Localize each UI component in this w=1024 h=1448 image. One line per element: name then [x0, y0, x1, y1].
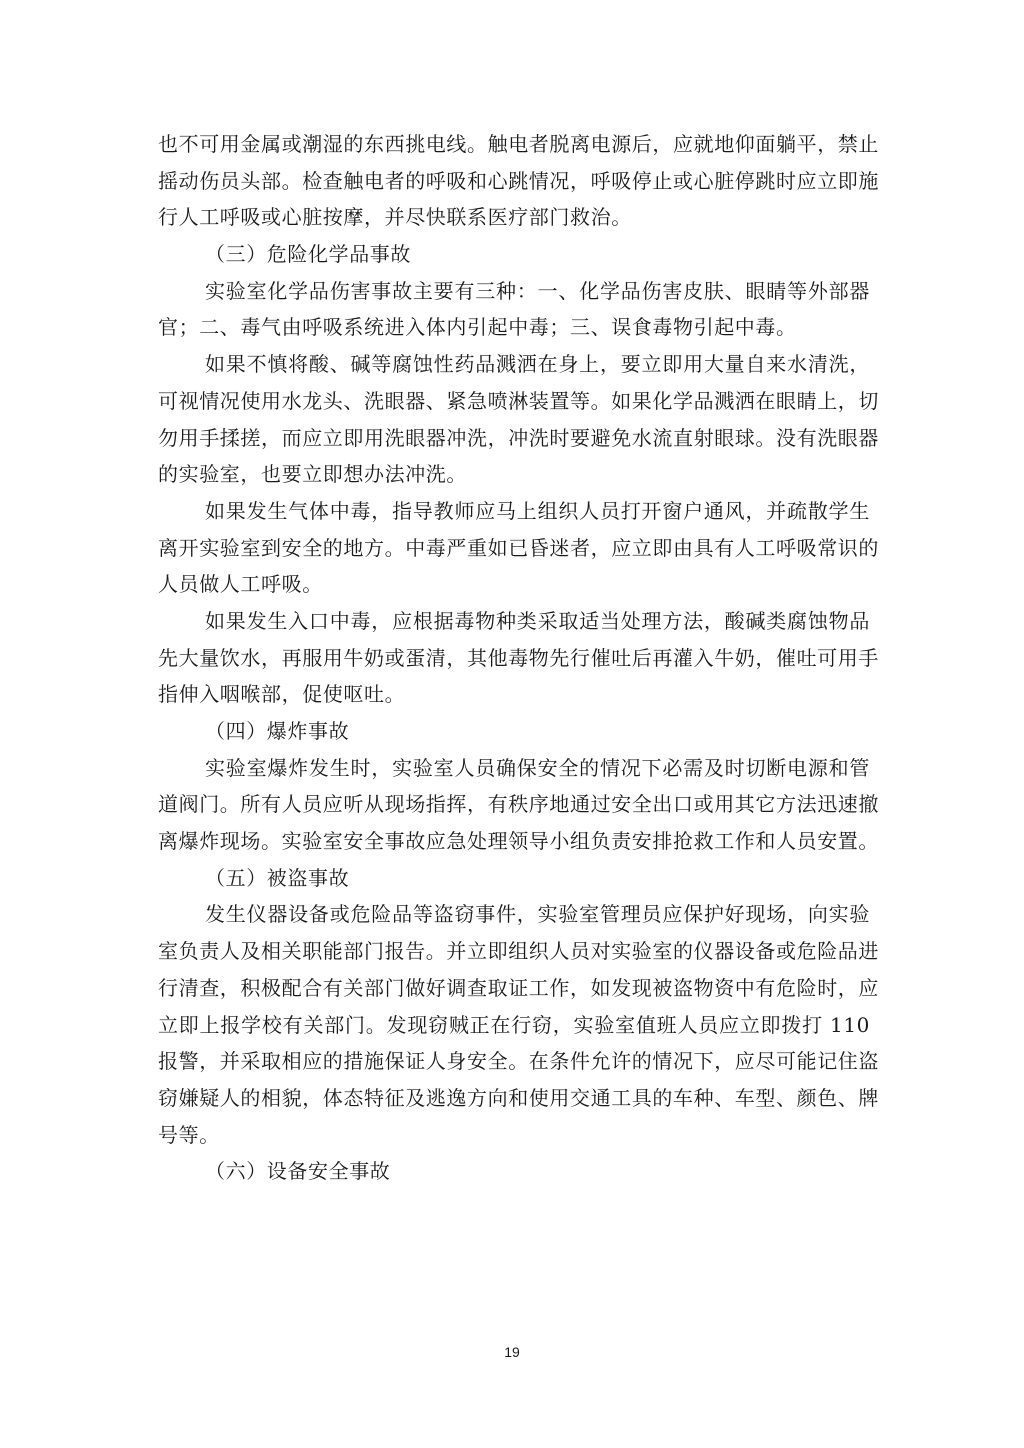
body-text-line: 的实验室，也要立即想办法冲洗。 [158, 462, 467, 487]
body-text-line: 发生仪器设备或危险品等盗窃事件，实验室管理员应保护好现场，向实验 [205, 902, 870, 927]
body-text-line: 如果发生入口中毒，应根据毒物种类采取适当处理方法，酸碱类腐蚀物品 [205, 608, 870, 633]
body-text-line: 可视情况使用水龙头、洗眼器、紧急喷淋装置等。如果化学品溅洒在眼睛上，切 [158, 388, 879, 413]
body-text-line: 摇动伤员头部。检查触电者的呼吸和心跳情况，呼吸停止或心脏停跳时应立即施 [158, 168, 879, 193]
body-text-line: 室负责人及相关职能部门报告。并立即组织人员对实验室的仪器设备或危险品进 [158, 939, 879, 964]
body-text-line: 报警，并采取相应的措施保证人身安全。在条件允许的情况下，应尽可能记住盗 [158, 1049, 879, 1074]
section-heading-6: （六）设备安全事故 [205, 1159, 391, 1184]
body-text-line: 号等。 [158, 1122, 220, 1147]
section-heading-3: （三）危险化学品事故 [205, 242, 411, 267]
body-text-line: 也不可用金属或潮湿的东西挑电线。触电者脱离电源后，应就地仰面躺平，禁止 [158, 132, 879, 156]
body-text-line: 行清查，积极配合有关部门做好调查取证工作，如发现被盗物资中有危险时，应 [158, 975, 879, 1000]
document-body [158, 126, 879, 1190]
body-text-line: 行人工呼吸或心脏按摩，并尽快联系医疗部门救治。 [158, 205, 632, 230]
body-text-line: 如果发生气体中毒，指导教师应马上组织人员打开窗户通风，并疏散学生 [205, 498, 870, 523]
section-heading-5: （五）被盗事故 [205, 865, 350, 890]
body-text-line: 人员做人工呼吸。 [158, 572, 323, 597]
body-text-line: 立即上报学校有关部门。发现窃贼正在行窃，实验室值班人员应立即拨打 110 [158, 1012, 870, 1037]
body-text-line: 离开实验室到安全的地方。中毒严重如已昏迷者，应立即由具有人工呼吸常识的 [158, 535, 879, 560]
body-text-line: 窃嫌疑人的相貌，体态特征及逃逸方向和使用交通工具的车种、车型、颜色、牌 [158, 1085, 879, 1110]
page-number: 19 [504, 1344, 520, 1360]
body-text-line: 指伸入咽喉部，促使呕吐。 [158, 682, 406, 707]
body-text-line: 道阀门。所有人员应听从现场指挥，有秩序地通过安全出口或用其它方法迅速撤 [158, 792, 879, 817]
body-text-line: 官；二、毒气由呼吸系统进入体内引起中毒；三、误食毒物引起中毒。 [158, 315, 797, 340]
body-text-line: 勿用手揉搓，而应立即用洗眼器冲洗，冲洗时要避免水流直射眼球。没有洗眼器 [158, 425, 879, 450]
section-heading-4: （四）爆炸事故 [205, 719, 350, 743]
body-text-line: 如果不慎将酸、碱等腐蚀性药品溅洒在身上，要立即用大量自来水清洗， [205, 352, 870, 377]
body-text-line: 离爆炸现场。实验室安全事故应急处理领导小组负责安排抢救工作和人员安置。 [158, 829, 879, 854]
body-text-line: 先大量饮水，再服用牛奶或蛋清，其他毒物先行催吐后再灌入牛奶，催吐可用手 [158, 645, 879, 670]
body-text-line: 实验室化学品伤害事故主要有三种：一、化学品伤害皮肤、眼睛等外部器 [205, 278, 870, 303]
body-text-line: 实验室爆炸发生时，实验室人员确保安全的情况下必需及时切断电源和管 [205, 755, 870, 780]
